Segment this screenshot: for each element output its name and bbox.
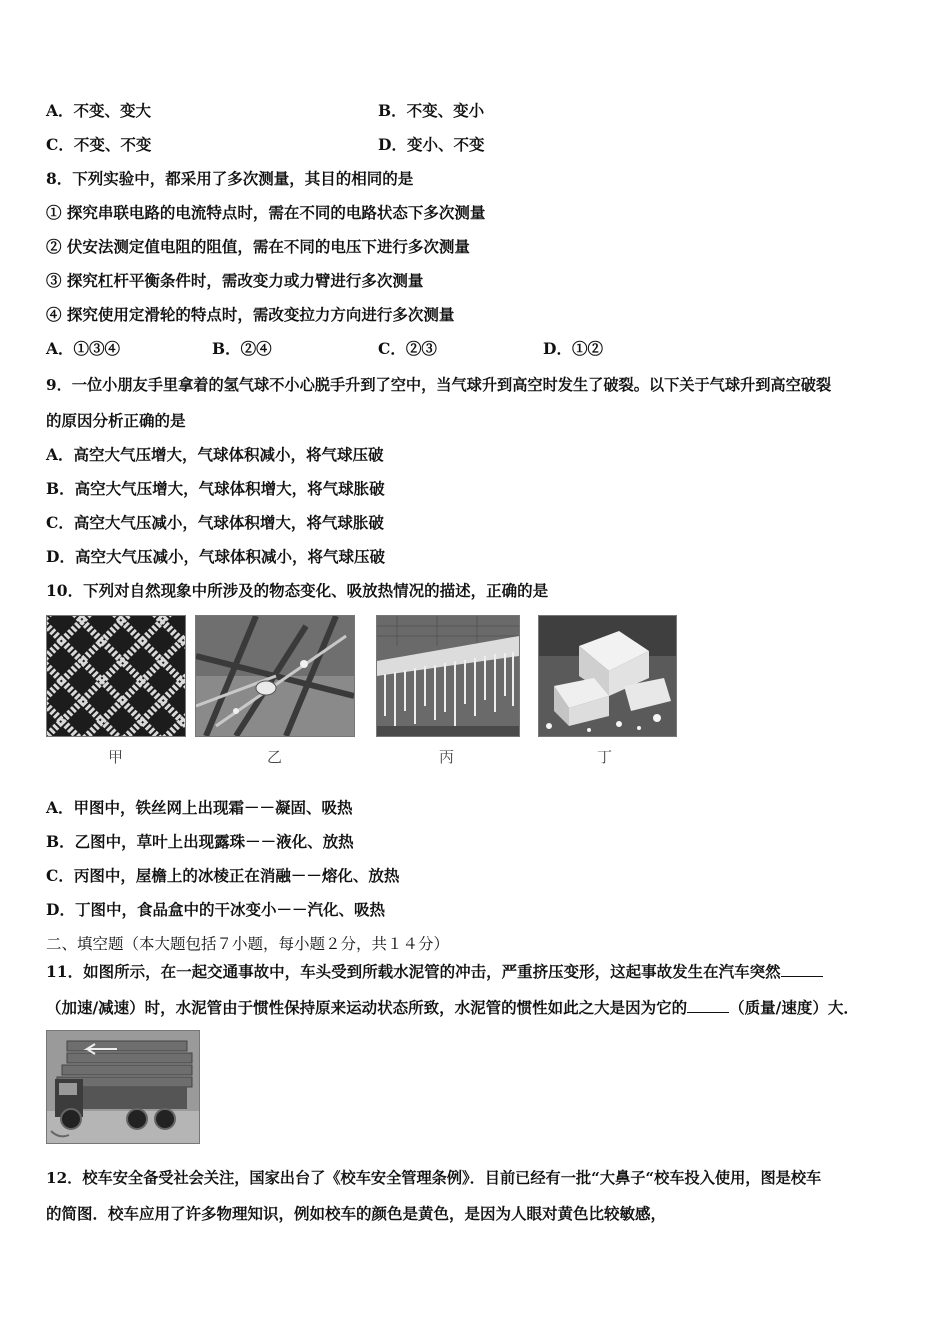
icicles-eaves-image (376, 615, 520, 737)
q8-item-3: ③ 探究杠杆平衡条件时，需改变力或力臂进行多次测量 (46, 271, 424, 290)
q10-stem: 10．下列对自然现象中所涉及的物态变化、吸放热情况的描述，正确的是 (46, 581, 549, 600)
q8-item-1: ① 探究串联电路的电流特点时，需在不同的电路状态下多次测量 (46, 203, 486, 222)
truck-accident-image (46, 1030, 200, 1144)
q8-option-c: C．②③ (378, 339, 437, 358)
caption-jia: 甲 (108, 748, 124, 766)
q8-option-d: D．①② (543, 339, 603, 358)
q11-line1-text: 11．如图所示，在一起交通事故中，车头受到所载水泥管的冲击，严重挤压变形，这起事故发生在汽车突然 (46, 962, 781, 981)
q11-blank-2[interactable] (687, 998, 729, 1013)
q11-line2-text-a: （加速/减速）时，水泥管由于惯性保持原来运动状态所致，水泥管的惯性如此之大是因为它的 (46, 998, 688, 1017)
q10-option-d: D．丁图中，食品盒中的干冰变小－－汽化、吸热 (46, 900, 385, 919)
q12-line2: 的简图．校车应用了许多物理知识，例如校车的颜色是黄色，是因为人眼对黄色比较敏感， (46, 1204, 667, 1223)
q8-option-a: A．①③④ (46, 339, 121, 358)
q11-line2 (46, 997, 859, 1019)
q10-option-a: A．甲图中，铁丝网上出现霜－－凝固、吸热 (46, 798, 353, 817)
q9-option-d: D．高空大气压减小，气球体积减小，将气球压破 (46, 547, 385, 566)
dry-ice-image (538, 615, 677, 737)
q10-option-c: C．丙图中，屋檐上的冰棱正在消融－－熔化、放热 (46, 866, 400, 885)
frost-wire-mesh-image (46, 615, 186, 737)
dew-on-grass-image (195, 615, 355, 737)
q9-option-a: A．高空大气压增大，气球体积减小，将气球压破 (46, 445, 384, 464)
caption-bing: 丙 (439, 748, 455, 766)
q8-item-2: ② 伏安法测定值电阻的阻值，需在不同的电压下进行多次测量 (46, 237, 470, 256)
q7-option-c: C．不变、不变 (46, 135, 152, 154)
q8-option-b: B．②④ (212, 339, 272, 358)
caption-yi: 乙 (267, 748, 283, 766)
q10-option-b: B．乙图中，草叶上出现露珠－－液化、放热 (46, 832, 354, 851)
section2-heading: 二、填空题（本大题包括７小题，每小题２分，共１４分） (46, 935, 450, 953)
q9-option-b: B．高空大气压增大，气球体积增大，将气球胀破 (46, 479, 385, 498)
caption-ding: 丁 (597, 748, 613, 766)
q12-line1: 12．校车安全备受社会关注，国家出台了《校车安全管理条例》．目前已经有一批“大鼻子“校车投入使用，图是校车 (46, 1169, 822, 1187)
q9-option-c: C．高空大气压减小，气球体积增大，将气球胀破 (46, 513, 384, 532)
q9-stem-line2: 的原因分析正确的是 (46, 411, 186, 430)
q7-option-d: D．变小、不变 (378, 135, 485, 154)
q7-option-b: B．不变、变小 (378, 101, 485, 120)
q11-blank-1[interactable] (781, 962, 823, 977)
q8-stem: 8．下列实验中，都采用了多次测量，其目的相同的是 (46, 169, 414, 188)
q9-stem-line1: 9．一位小朋友手里拿着的氢气球不小心脱手升到了空中，当气球升到高空时发生了破裂。以下关于气球升到高空破裂 (46, 376, 832, 394)
q8-item-4: ④ 探究使用定滑轮的特点时，需改变拉力方向进行多次测量 (46, 305, 455, 324)
q11-line2-text-b: （质量/速度）大． (729, 998, 859, 1017)
q7-option-a: A．不变、变大 (46, 101, 152, 120)
q11-line1 (46, 961, 823, 983)
